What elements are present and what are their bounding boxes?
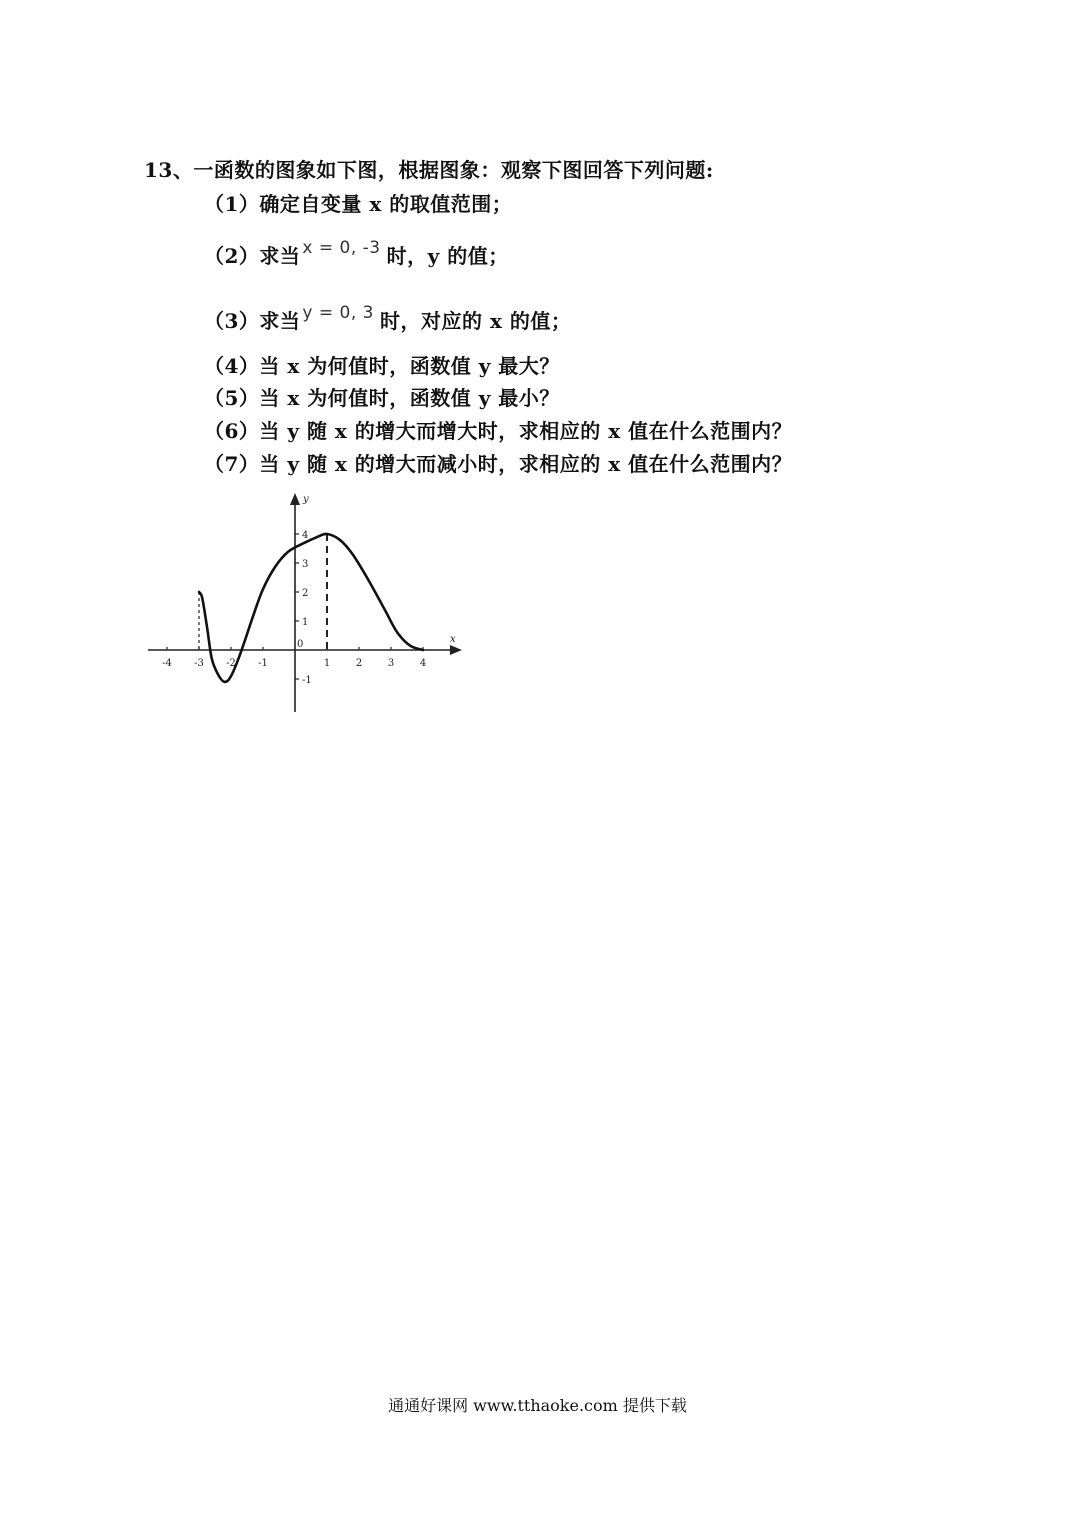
y-axis-label: y xyxy=(303,494,309,505)
y-tick-label: 4 xyxy=(302,530,309,541)
origin-label: 0 xyxy=(297,639,304,650)
x-tick-label: 2 xyxy=(355,658,363,669)
question-item-2 xyxy=(204,240,509,269)
x-tick-label: -3 xyxy=(194,658,204,669)
item-5-text: （5）当 x 为何值时，函数值 y 最小？ xyxy=(204,386,560,410)
item-2-math: x = 0, -3 xyxy=(302,238,381,258)
question-item-4 xyxy=(204,350,560,379)
y-tick-label: 3 xyxy=(302,559,309,570)
x-tick-label: 4 xyxy=(419,658,427,669)
question-item-3 xyxy=(204,305,571,334)
x-tick-label: -1 xyxy=(258,658,268,669)
item-3-suffix: 时，对应的 x 的值； xyxy=(379,309,572,333)
x-tick-label: -2 xyxy=(226,658,236,669)
x-axis-arrow xyxy=(450,645,462,655)
y-tick-label: -1 xyxy=(302,675,312,686)
x-axis-label: x xyxy=(450,634,456,645)
y-tick-label: 1 xyxy=(302,617,309,628)
x-tick-label: 3 xyxy=(387,658,395,669)
function-graph xyxy=(140,488,470,720)
question-item-6 xyxy=(204,415,792,444)
question-title: 13、一函数的图象如下图，根据图象：观察下图回答下列问题: xyxy=(144,158,714,182)
x-tick-label: -4 xyxy=(162,658,172,669)
item-3-text: （3）求当 xyxy=(204,309,301,333)
question-item-7 xyxy=(204,448,792,477)
y-tick-label: 2 xyxy=(302,588,309,599)
item-3-math: y = 0, 3 xyxy=(302,303,374,323)
y-axis-arrow xyxy=(290,493,300,505)
footer-text: 通通好课网 www.tthaoke.com 提供下载 xyxy=(388,1396,687,1415)
question-item-1 xyxy=(204,188,512,217)
item-4-text: （4）当 x 为何值时，函数值 y 最大？ xyxy=(204,354,560,378)
item-2-suffix: 时，y 的值； xyxy=(386,244,509,268)
item-7-text: （7）当 y 随 x 的增大而减小时，求相应的 x 值在什么范围内？ xyxy=(204,452,793,476)
item-2-text: （2）求当 xyxy=(204,244,301,268)
item-1-text: （1）确定自变量 x 的取值范围； xyxy=(204,192,513,216)
question-item-5 xyxy=(204,382,560,411)
item-6-text: （6）当 y 随 x 的增大而增大时，求相应的 x 值在什么范围内？ xyxy=(204,419,793,443)
x-tick-label: 1 xyxy=(323,658,331,669)
